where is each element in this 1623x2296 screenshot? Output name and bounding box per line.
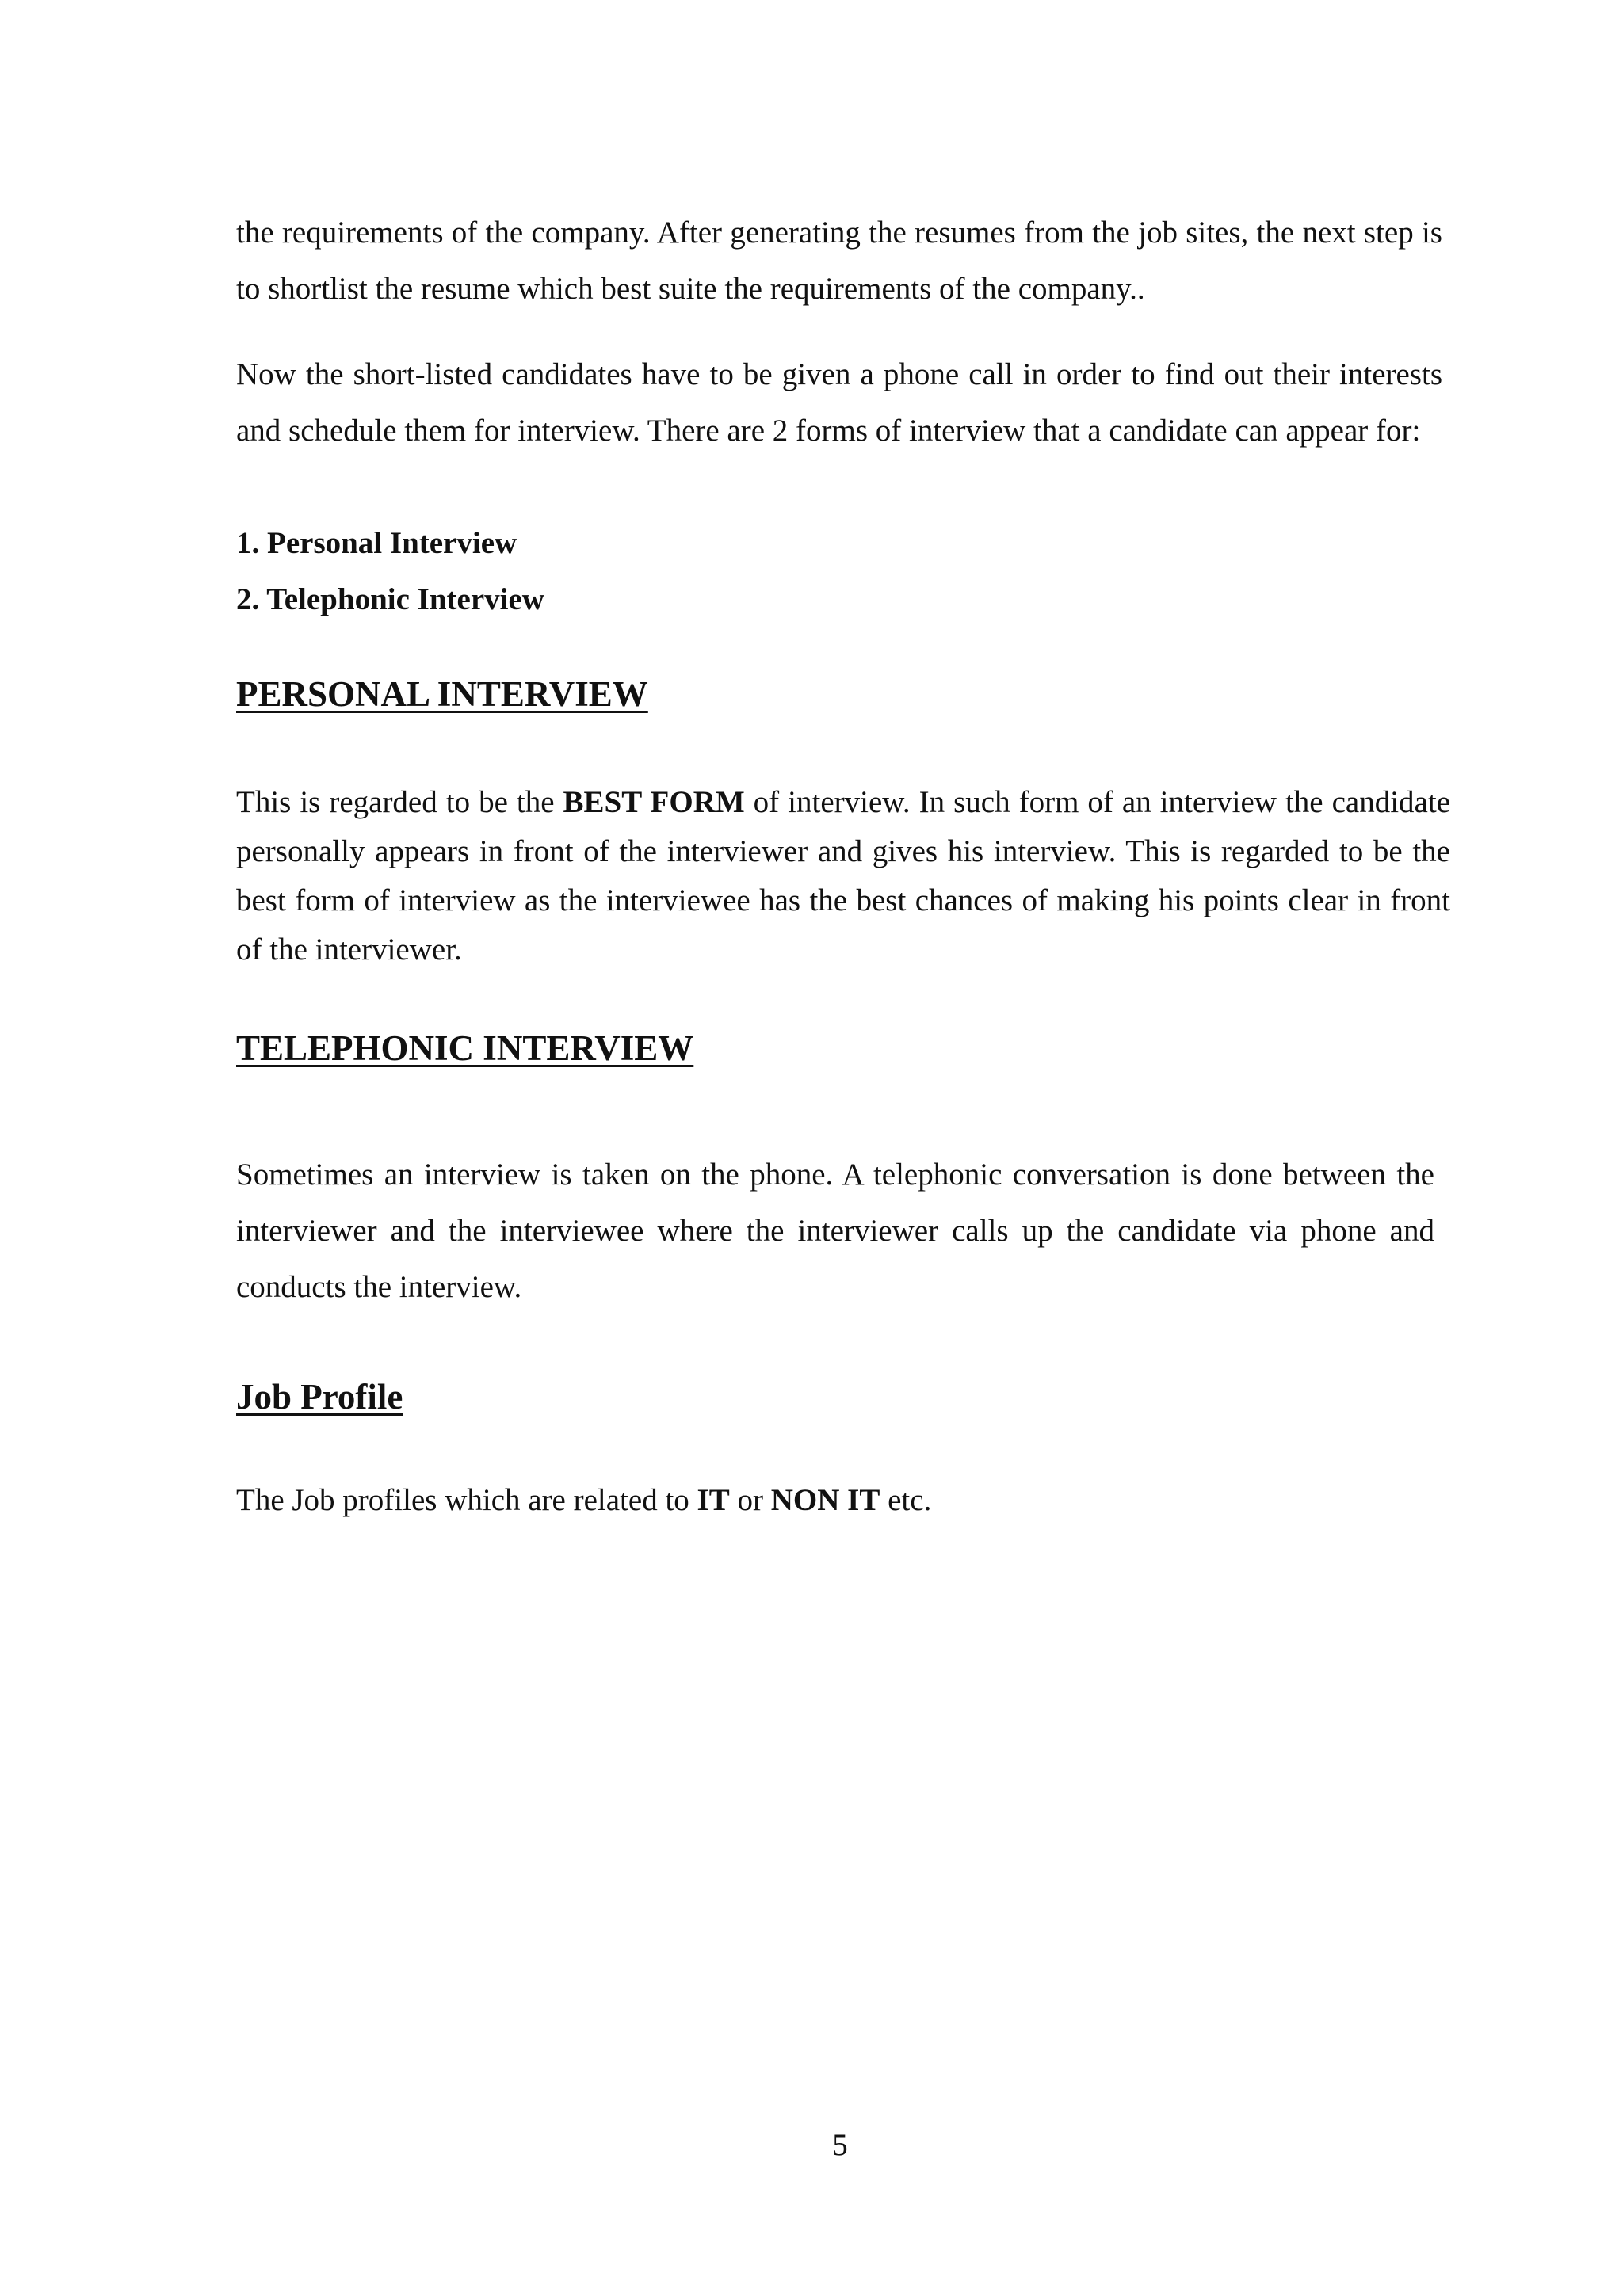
it-bold: IT: [697, 1483, 730, 1517]
list-item-telephonic-interview: 2. Telephonic Interview: [236, 582, 544, 616]
interview-forms-list: [236, 515, 1442, 627]
personal-interview-paragraph: [236, 778, 1450, 974]
phone-call-paragraph: Now the short-listed candidates have to be given a phone call in order to find out their interests and schedule them for interview. There are 2 forms of interview that a candidate can appear for:: [236, 357, 1442, 448]
job-profile-text-1: The Job profiles which are related to: [236, 1483, 697, 1517]
personal-text-after: of interview. In such form of an interview the candidate personally appears in front of the interviewer and gives his interview. This is regarded to be the best form of interview as the interviewee has the best chances of making his points clear in front of the interviewer.: [236, 785, 1451, 967]
telephonic-interview-heading: TELEPHONIC INTERVIEW: [236, 1028, 694, 1068]
personal-text-before: This is regarded to be the: [236, 785, 563, 819]
job-profile-text-3: etc.: [880, 1483, 932, 1517]
intro-paragraph: the requirements of the company. After generating the resumes from the job sites, the next step is to shortlist the resume which best suite the requirements of the company..: [236, 215, 1442, 306]
job-profile-paragraph: [236, 1472, 1442, 1528]
personal-interview-heading: PERSONAL INTERVIEW: [236, 674, 648, 714]
best-form-bold: BEST FORM: [563, 785, 745, 819]
non-it-bold: NON IT: [770, 1483, 880, 1517]
list-item-personal-interview: 1. Personal Interview: [236, 526, 517, 560]
telephonic-interview-paragraph: Sometimes an interview is taken on the phone. A telephonic conversation is done between the interviewer and the interviewee where the interviewer calls up the candidate via phone and conducts the interview.: [236, 1158, 1434, 1304]
page-number: 5: [832, 2128, 848, 2162]
job-profile-heading: Job Profile: [236, 1377, 403, 1417]
job-profile-text-2: or: [729, 1483, 771, 1517]
